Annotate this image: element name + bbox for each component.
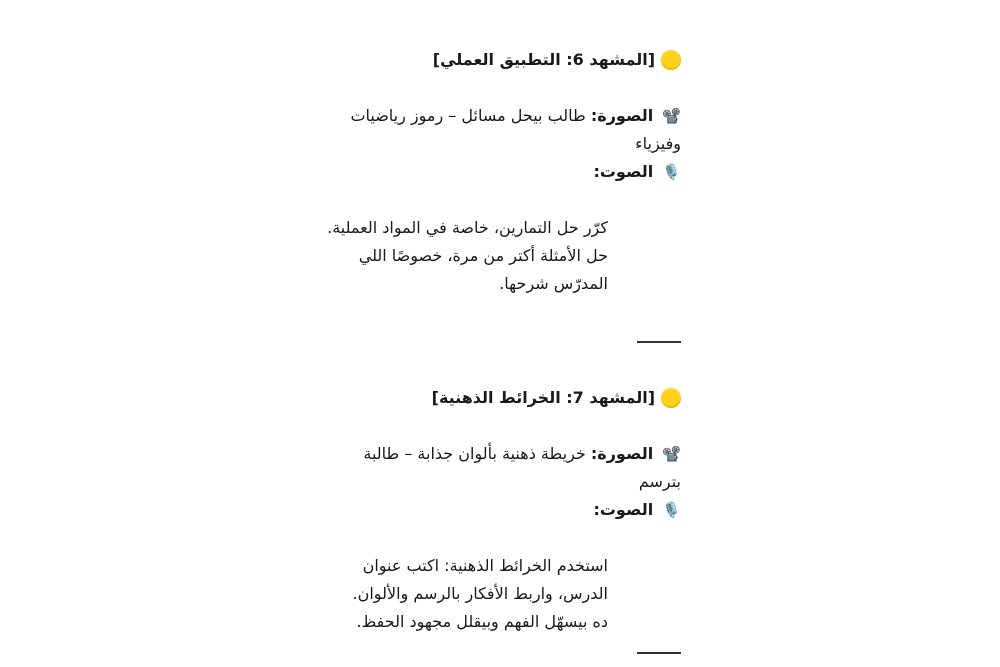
- scene-7-image-label: الصورة:: [590, 444, 654, 463]
- yellow-circle-icon: [661, 50, 681, 70]
- yellow-circle-icon: [661, 388, 681, 408]
- scene-6: [320, 46, 681, 298]
- scene-7-voice-line-2: الدرس، واربط الأفكار بالرسم والألوان.: [352, 584, 608, 603]
- scene-7-heading: [320, 384, 681, 412]
- scene-6-voice-text: [320, 214, 608, 298]
- scene-7-voice-line-3: ده بيسهّل الفهم وبيقلل مجهود الحفظ.: [356, 612, 608, 631]
- film-camera-icon: 📽️: [662, 445, 681, 463]
- scene-7-title: [المشهد 7: الخرائط الذهنية]: [431, 388, 655, 407]
- scene-6-heading: [320, 46, 681, 74]
- scene-6-voice-line: [320, 158, 681, 186]
- scene-6-voice-line-2: حل الأمثلة أكتر من مرة، خصوصًا اللي: [358, 246, 608, 265]
- scene-7: [320, 384, 681, 636]
- scene-6-title: [المشهد 6: التطبيق العملي]: [432, 50, 655, 69]
- scene-7-image-line: [320, 440, 681, 496]
- scene-7-voice-text: [320, 552, 608, 636]
- scene-7-voice-line: [320, 496, 681, 524]
- film-camera-icon: 📽️: [662, 107, 681, 125]
- scene-6-image-line: [320, 102, 681, 158]
- divider-7: [637, 652, 681, 654]
- microphone-icon: 🎙️: [662, 501, 681, 519]
- divider-6: [637, 341, 681, 343]
- scene-6-image-text: طالب بيحل مسائل – رموز رياضيات وفيزياء: [350, 106, 681, 153]
- scene-7-voice-label: الصوت:: [593, 500, 654, 519]
- scene-6-voice-line-1: كرّر حل التمارين، خاصة في المواد العملية.: [327, 218, 608, 237]
- scene-6-image-label: الصورة:: [590, 106, 654, 125]
- microphone-icon: 🎙️: [662, 163, 681, 181]
- scene-7-image-text: خريطة ذهنية بألوان جذابة – طالبة بترسم: [363, 444, 681, 491]
- top-clipped-icons: [320, 0, 681, 6]
- scene-6-voice-label: الصوت:: [593, 162, 654, 181]
- scene-7-voice-line-1: استخدم الخرائط الذهنية: اكتب عنوان: [362, 556, 608, 575]
- scene-6-voice-line-3: المدرّس شرحها.: [499, 274, 608, 293]
